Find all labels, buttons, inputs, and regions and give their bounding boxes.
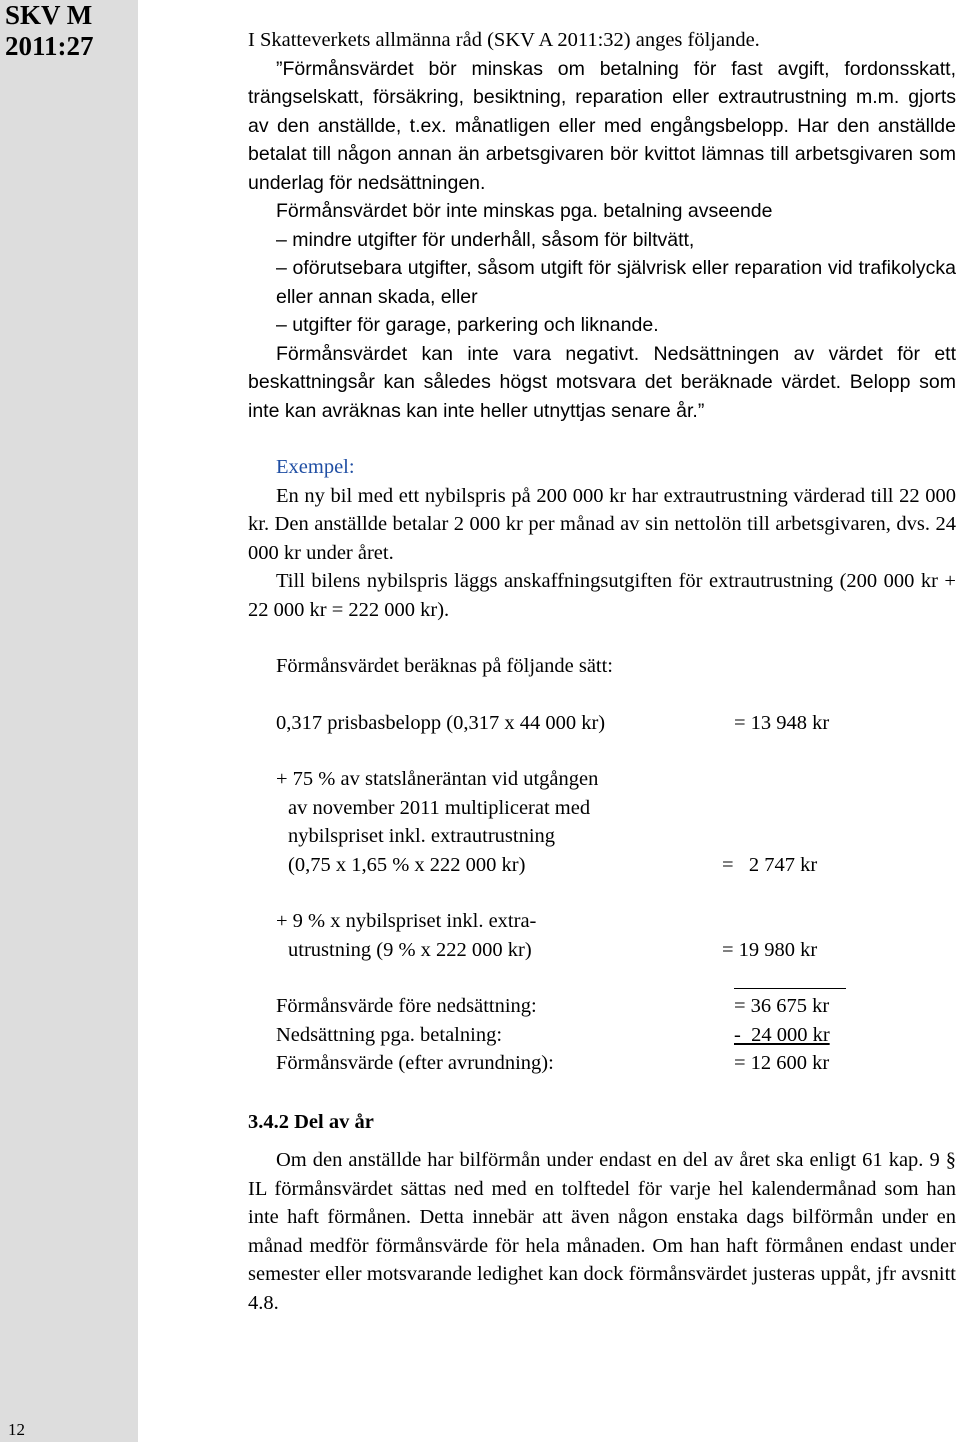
calc-row-value: = 13 948 kr bbox=[734, 711, 830, 734]
summary-label: Nedsättning pga. betalning: bbox=[276, 1023, 503, 1046]
page-content bbox=[248, 26, 956, 1317]
calc-row-label-line: nybilspriset inkl. extrautrustning bbox=[288, 825, 556, 847]
page-number: 12 bbox=[8, 1420, 25, 1439]
example-label: Exempel: bbox=[276, 456, 355, 478]
quote-paragraph-1: ”Förmånsvärdet bör minskas om betalning för fast avgift, fordonsskatt, trängselskatt, försäkring, besiktning, reparation eller extrautrustning m.m. gjorts av den anställde, t.ex. månatligen eller med engångsbelopp. Har den anställde betalat till någon annan än arbetsgivaren bör kvittot lämnas till arbetsgivaren som underlag för nedsättningen. bbox=[248, 57, 956, 194]
summary-row bbox=[276, 1049, 956, 1078]
section-heading: 3.4.2 Del av år bbox=[248, 1110, 374, 1133]
calc-row-label-line: av november 2011 multiplicerat med bbox=[288, 796, 591, 819]
calculation-intro: Förmånsvärdet beräknas på följande sätt: bbox=[276, 655, 613, 677]
summary-label: Förmånsvärde (efter avrundning): bbox=[276, 1052, 554, 1074]
document-code bbox=[5, 0, 94, 62]
summary-value: - 24 000 kr bbox=[734, 1023, 830, 1046]
calc-row bbox=[276, 709, 956, 738]
section-body: Om den anställde har bilförmån under endast en del av året ska enligt 61 kap. 9 § IL förmånsvärdet sättas ned med en tolftedel för varje hel kalendermånad som han inte haft förmånen. Detta innebär att även någon enstaka dags bilförmån under en månad medför förmånsvärde för hela månaden. Om han haft förmånen endast under semester eller motsvarande ledighet kan dock förmånsvärdet justeras uppåt, jfr avsnitt 4.8. bbox=[248, 1149, 956, 1314]
summary-row bbox=[276, 1021, 956, 1050]
document-code-line2: 2011:27 bbox=[5, 31, 94, 61]
quote-paragraph-3: Förmånsvärdet kan inte vara negativt. Nedsättningen av värdet för ett beskattningsår kan således högst motsvara det beräknade värdet. Belopp som inte kan avräknas kan inte heller utnyttjas senare år.” bbox=[248, 342, 956, 422]
example-paragraph-2: Till bilens nybilspris läggs anskaffningsutgiften för extrautrustning (200 000 kr + 22 000 kr = 222 000 kr). bbox=[248, 570, 956, 621]
calc-row bbox=[276, 907, 956, 964]
calc-row-value: = 2 747 kr bbox=[722, 853, 818, 876]
calculation-table bbox=[248, 709, 956, 1078]
calc-row-label-line: utrustning (9 % x 222 000 kr) bbox=[288, 938, 532, 961]
sum-rule bbox=[734, 988, 846, 989]
calc-row-label-line: (0,75 x 1,65 % x 222 000 kr) bbox=[288, 853, 526, 876]
margin-sidebar bbox=[0, 0, 138, 1442]
summary-value: = 36 675 kr bbox=[734, 995, 830, 1017]
summary-label: Förmånsvärde före nedsättning: bbox=[276, 995, 537, 1017]
quoted-guidance bbox=[248, 55, 956, 426]
calc-row bbox=[276, 765, 956, 879]
summary-value: = 12 600 kr bbox=[734, 1052, 830, 1074]
quote-list-item-2: – oförutsebara utgifter, såsom utgift för självrisk eller reparation vid trafikolycka eller annan skada, eller bbox=[276, 257, 956, 308]
quote-list-item-1: – mindre utgifter för underhåll, såsom för biltvätt, bbox=[276, 228, 695, 251]
example-paragraph-1: En ny bil med ett nybilspris på 200 000 kr har extrautrustning värderad till 22 000 kr. Den anställde betalar 2 000 kr per månad av sin nettolön till arbetsgivaren, dvs. 24 000 kr under året. bbox=[248, 484, 956, 564]
calc-row-value: = 19 980 kr bbox=[722, 938, 818, 961]
example-block bbox=[248, 453, 956, 1078]
calc-row-label-line: + 9 % x nybilspriset inkl. extra- bbox=[276, 910, 537, 932]
calc-row-label-line: + 75 % av statslåneräntan vid utgången bbox=[276, 768, 599, 790]
intro-text: I Skatteverkets allmänna råd (SKV A 2011:32) anges följande. bbox=[248, 29, 760, 51]
calc-row-label: 0,317 prisbasbelopp (0,317 x 44 000 kr) bbox=[276, 711, 606, 734]
document-code-line1: SKV M bbox=[5, 0, 93, 30]
quote-list-item-3: – utgifter för garage, parkering och liknande. bbox=[276, 314, 659, 336]
quote-paragraph-2: Förmånsvärdet bör inte minskas pga. betalning avseende bbox=[276, 200, 773, 222]
summary-row bbox=[276, 992, 956, 1021]
